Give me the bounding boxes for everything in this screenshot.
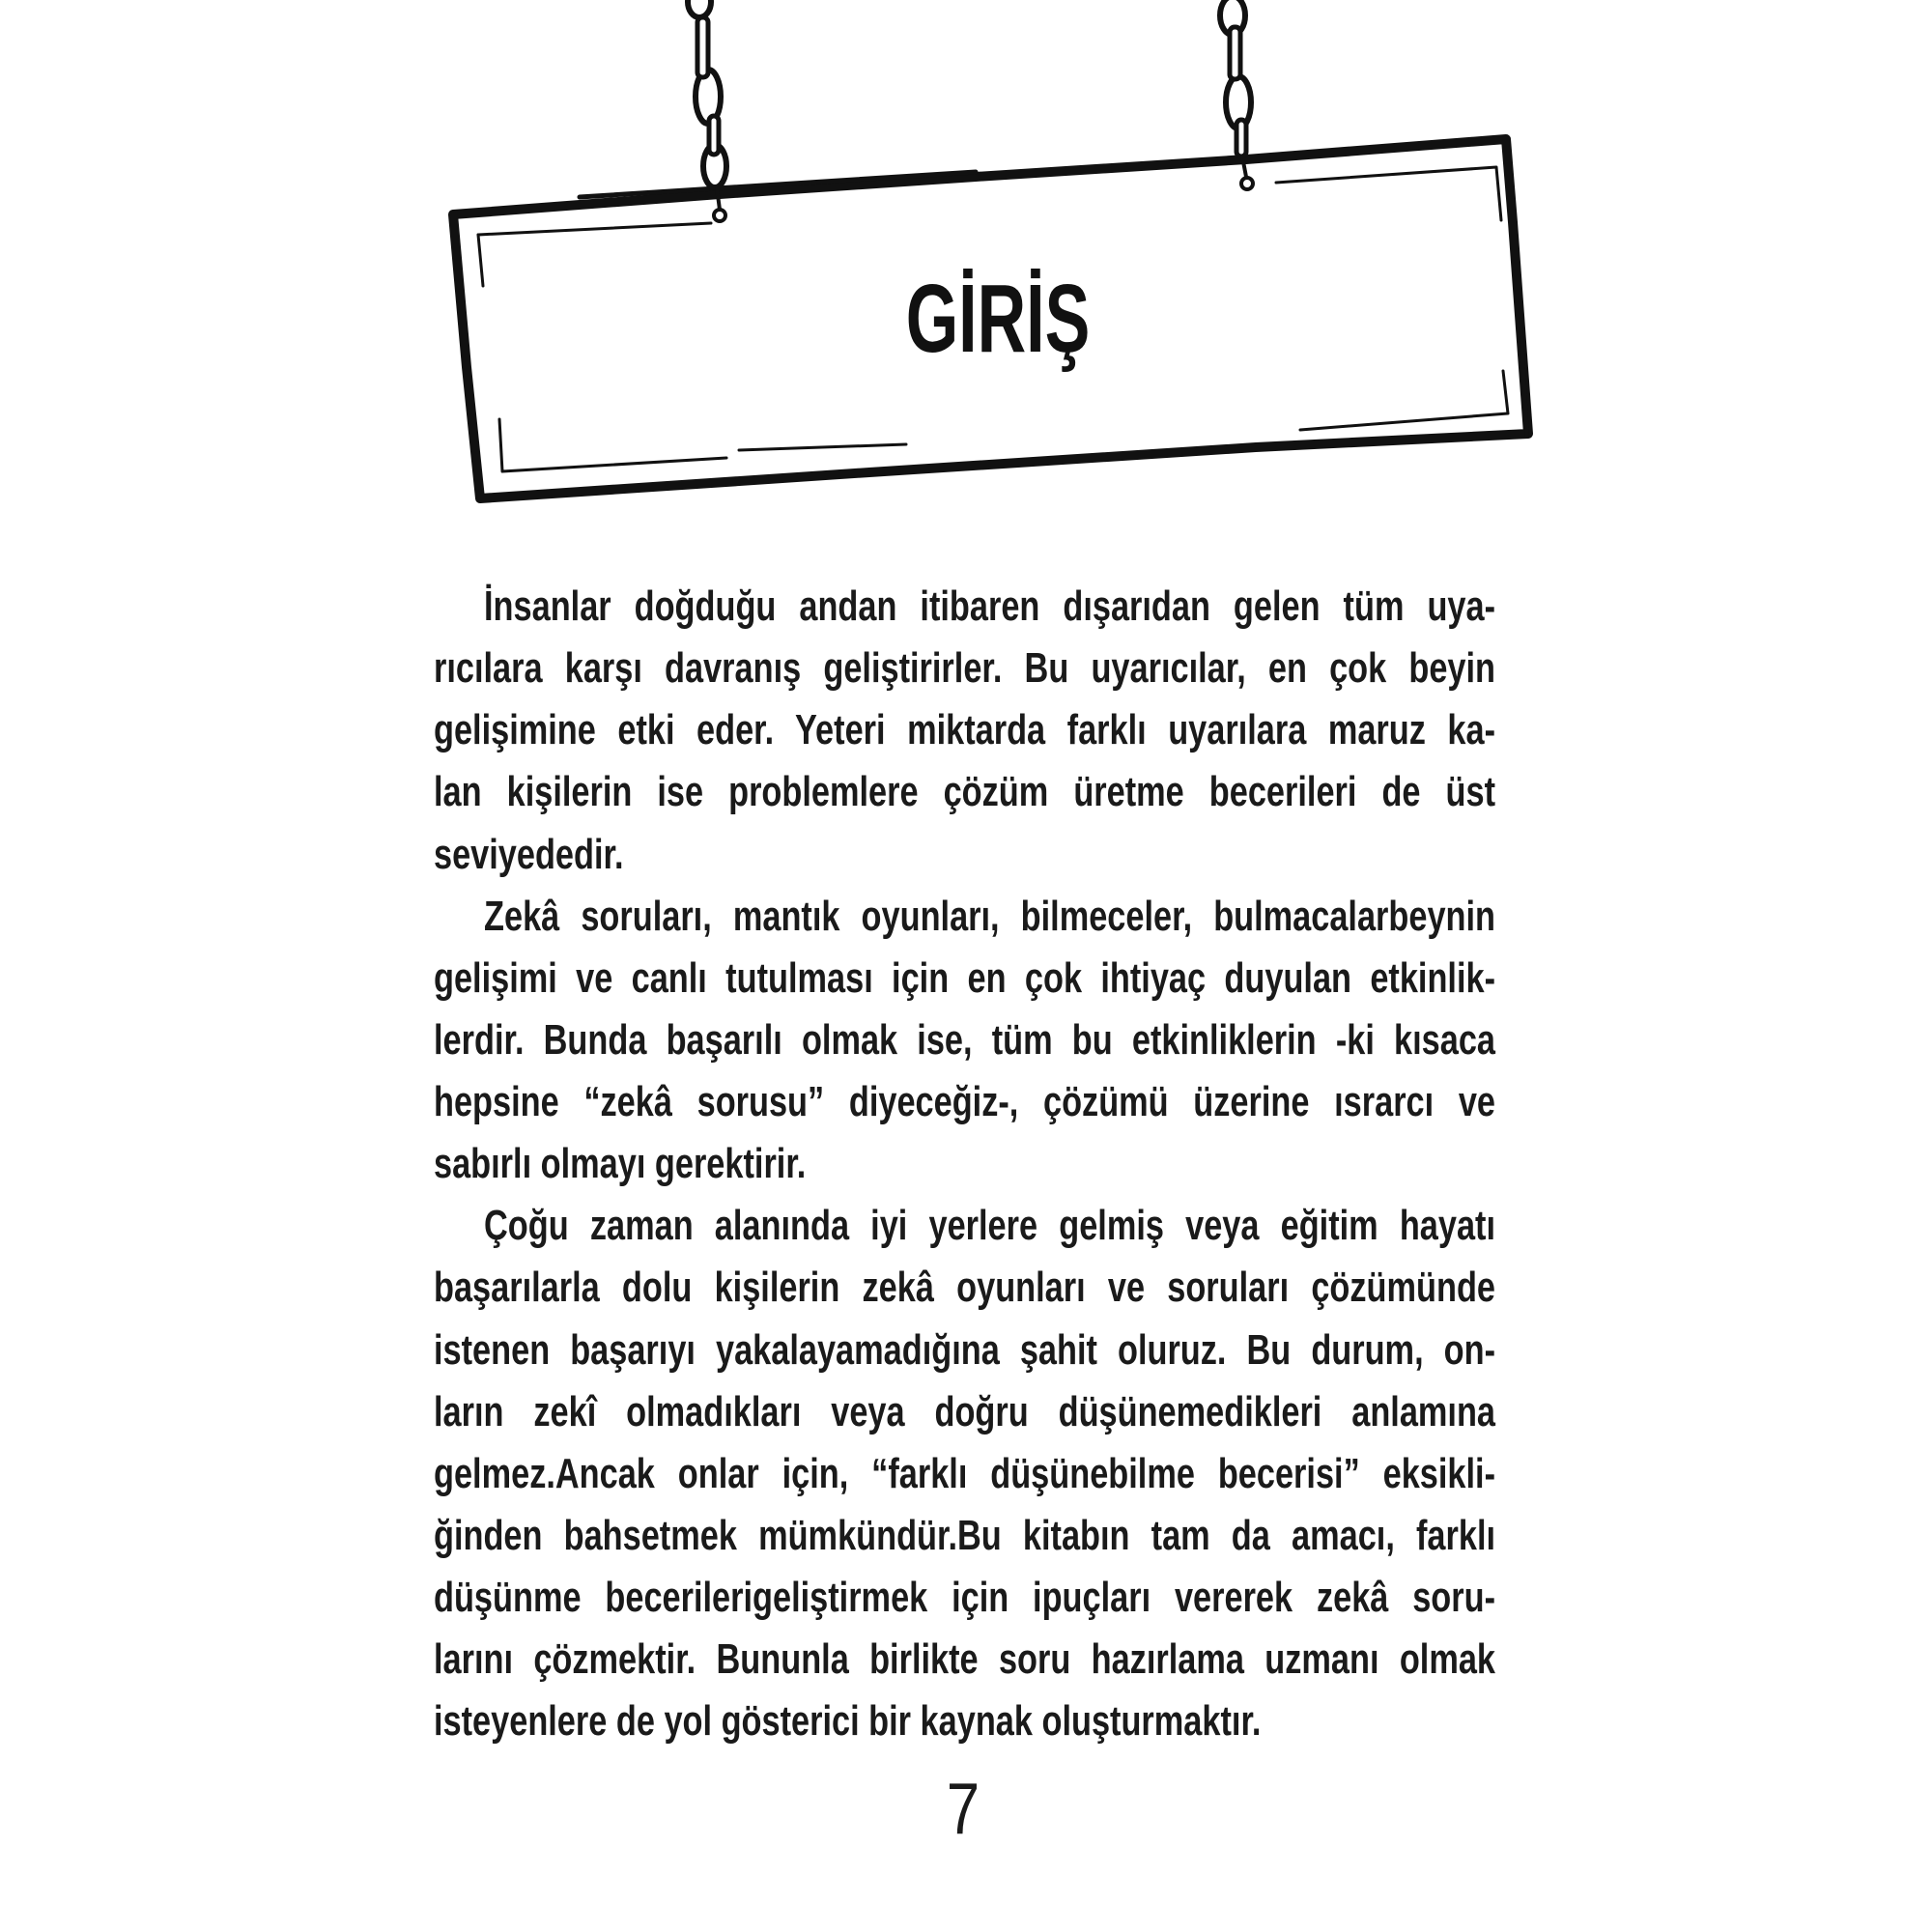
text-line: lan kişilerin ise problemlere çözüm üretme becerileri de üst <box>434 768 1496 816</box>
chain-link <box>1230 27 1240 79</box>
text-line: larını çözmektir. Bununla birlikte soru hazırlama uzmanı olmak <box>434 1635 1496 1684</box>
chain-link <box>697 17 708 77</box>
body-text <box>434 576 1495 1752</box>
text-line: ların zekî olmadıkları veya doğru düşünemedikleri anlamına <box>434 1387 1496 1435</box>
text-line: seviyededir. <box>434 830 624 878</box>
text-line: ğinden bahsetmek mümkündür.Bu kitabın tam da amacı, farklı <box>434 1511 1496 1559</box>
chain-link <box>1236 120 1246 156</box>
text-line: istenen başarıyı yakalayamadığına şahit oluruz. Bu durum, on- <box>434 1325 1496 1374</box>
paragraph <box>434 576 1495 886</box>
chain-link <box>709 116 719 155</box>
text-line: sabırlı olmayı gerektirir. <box>434 1140 807 1188</box>
text-line: hepsine “zekâ sorusu” diyeceğiz-, çözümü üzerine ısrarcı ve <box>434 1078 1496 1125</box>
text-line: düşünme becerilerigeliştirmek için ipuçları vererek zekâ soru- <box>434 1574 1496 1621</box>
text-line: rıcılara karşı davranış geliştirirler. Bu uyarıcılar, en çok beyin <box>434 644 1496 693</box>
chain-link <box>688 0 711 17</box>
text-line: lerdir. Bunda başarılı olmak ise, tüm bu etkinliklerin -ki kısaca <box>434 1015 1496 1064</box>
text-line: başarılarla dolu kişilerin zekâ oyunları ve soruları çözümünde <box>434 1264 1496 1312</box>
paragraph <box>434 1195 1495 1752</box>
text-line: gelişimi ve canlı tutulması için en çok ihtiyaç duyulan etkinlik- <box>434 953 1496 1002</box>
text-line: isteyenlere de yol gösterici bir kaynak oluşturmaktır. <box>434 1697 1262 1746</box>
text-line: gelmez.Ancak onlar için, “farklı düşünebilme becerisi” eksikli- <box>434 1449 1496 1497</box>
text-line: Çoğu zaman alanında iyi yerlere gelmiş veya eğitim hayatı <box>484 1202 1496 1250</box>
text-line: gelişimine etki eder. Yeteri miktarda farklı uyarılara maruz ka- <box>434 706 1496 754</box>
page-number: 7 <box>946 1768 980 1849</box>
text-line: Zekâ soruları, mantık oyunları, bilmeceler, bulmacalarbeynin <box>484 892 1496 940</box>
chapter-title: GİRİŞ <box>905 265 1091 373</box>
text-line: İnsanlar doğduğu andan itibaren dışarıdan gelen tüm uya- <box>484 582 1496 630</box>
paragraph <box>434 886 1495 1196</box>
